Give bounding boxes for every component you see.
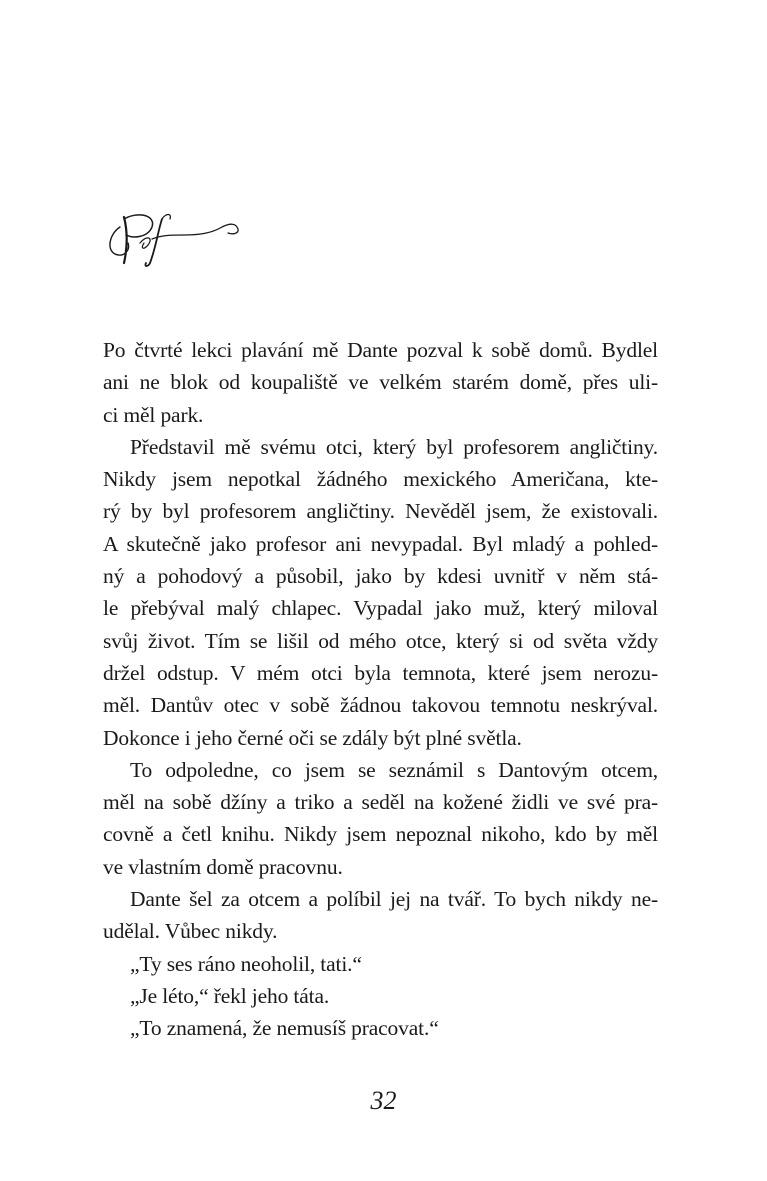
paragraph: [103, 754, 658, 883]
paragraph: [103, 948, 658, 980]
text-line: držel odstup. V mém otci byla temnota, které jsem nerozu-: [103, 660, 658, 685]
text-line: A skutečně jako profesor ani nevypadal. Byl mladý a pohled-: [103, 531, 658, 556]
text-line: ci měl park.: [103, 402, 204, 427]
text-line: Dante šel za otcem a políbil jej na tvář. To bych nikdy ne-: [130, 887, 658, 912]
pf-monogram-icon: [100, 205, 250, 275]
text-line: rý by byl profesorem angličtiny. Nevěděl jsem, že existovali.: [103, 499, 658, 524]
paragraph: [103, 980, 658, 1012]
paragraph: [103, 431, 658, 754]
text-line: Nikdy jsem nepotkal žádného mexického Američana, kte-: [103, 467, 658, 492]
page-number: 32: [370, 1086, 397, 1115]
paragraph: [103, 334, 658, 431]
text-line: udělal. Vůbec nikdy.: [103, 919, 278, 944]
body-text: [103, 334, 658, 1045]
text-line: „To znamená, že nemusíš pracovat.“: [130, 1016, 439, 1041]
text-line: ani ne blok od koupaliště ve velkém starém domě, přes uli-: [103, 370, 658, 395]
text-line: Po čtvrté lekci plavání mě Dante pozval k sobě domů. Bydlel: [103, 338, 658, 362]
text-line: „Ty ses ráno neoholil, tati.“: [130, 951, 362, 976]
text-line: Představil mě svému otci, který byl profesorem angličtiny.: [130, 434, 658, 459]
text-line: le přebýval malý chlapec. Vypadal jako muž, který miloval: [103, 596, 658, 621]
text-line: ve vlastním domě pracovnu.: [103, 854, 343, 879]
text-line: Dokonce i jeho černé oči se zdály být plné světla.: [103, 725, 522, 750]
pf-monogram-logo: [100, 205, 250, 275]
text-line: To odpoledne, co jsem se seznámil s Dantovým otcem,: [130, 757, 658, 782]
text-line: ný a pohodový a působil, jako by kdesi uvnitř v něm stá-: [103, 564, 658, 589]
text-line: „Je léto,“ řekl jeho táta.: [130, 983, 330, 1008]
text-line: měl. Dantův otec v sobě žádnou takovou temnotu neskrýval.: [103, 693, 658, 718]
text-line: měl na sobě džíny a triko a seděl na kožené židli ve své pra-: [103, 790, 658, 815]
paragraph: [103, 883, 658, 948]
paragraph: [103, 1012, 658, 1044]
text-line: covně a četl knihu. Nikdy jsem nepoznal nikoho, kdo by měl: [103, 822, 658, 847]
text-line: svůj život. Tím se lišil od mého otce, který si od světa vždy: [103, 628, 658, 653]
